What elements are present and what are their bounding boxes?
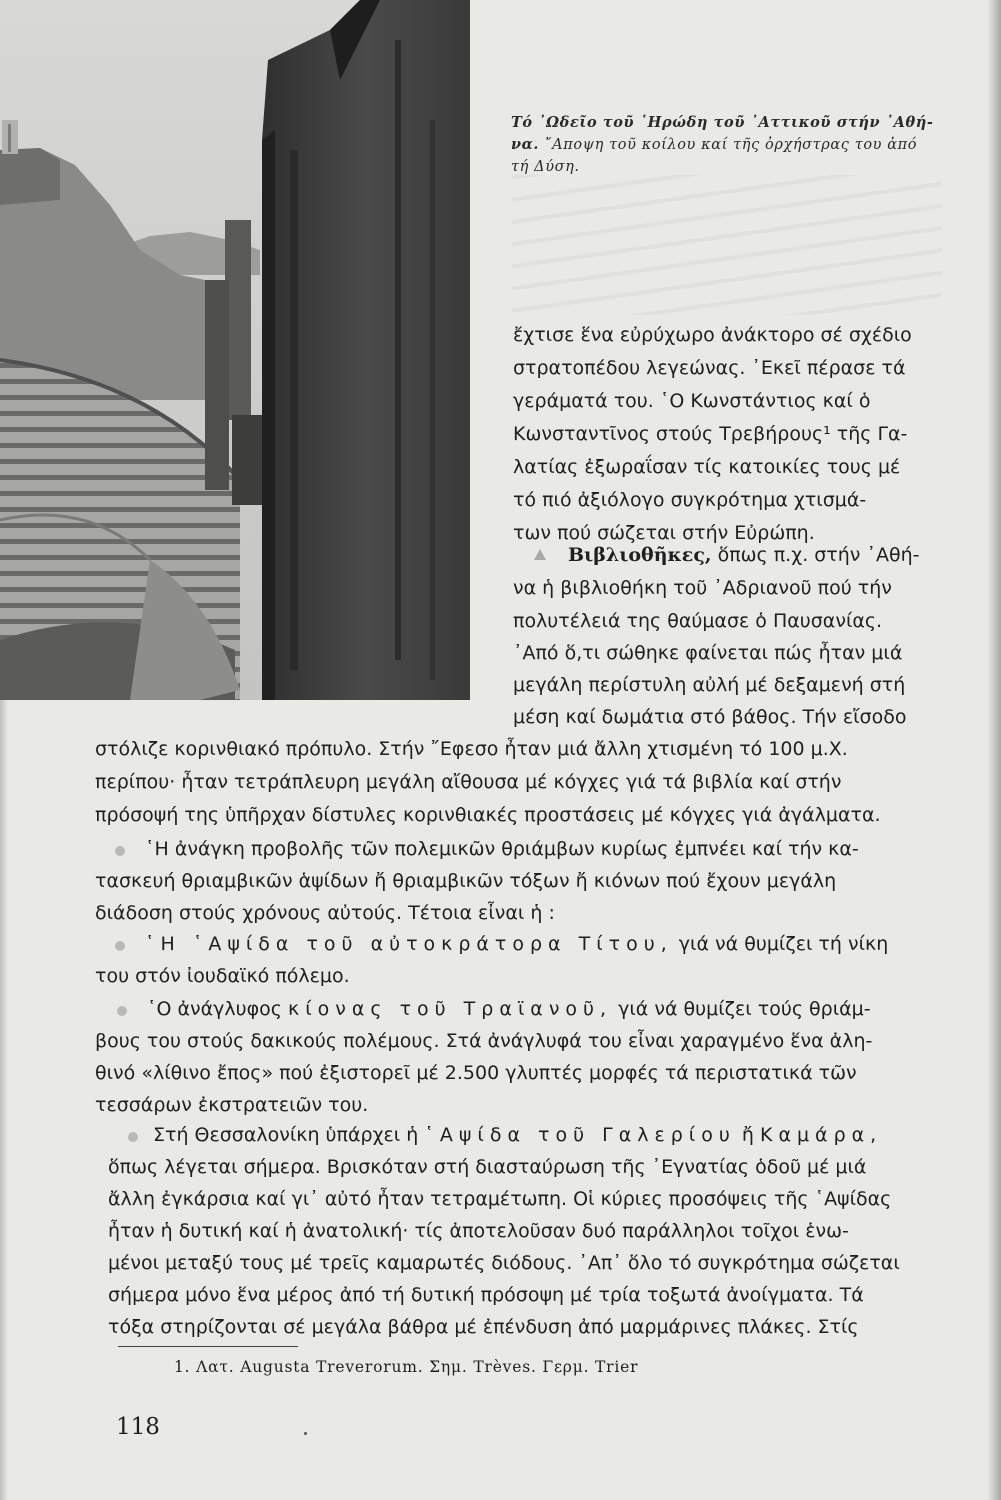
body-line-05: λατίας ἐξωραΐσαν τίς κατοικίες τους μέ xyxy=(513,456,901,478)
body-line-26-mid: ἤ xyxy=(735,1124,760,1146)
kamara-spaced: Καμάρα, xyxy=(759,1124,883,1146)
footnote-divider xyxy=(118,1346,298,1347)
body-line-17: ῾Η ἀνάγκη προβολῆς τῶν πολεμικῶν θριάμβων κυρίως ἐμπνέει καί τήν κα- xyxy=(145,838,859,860)
body-line-27: ὅπως λέγεται σήμερα. Βρισκόταν στή διασταύρωση τῆς ᾿Εγνατίας ὁδοῦ μέ μιά xyxy=(108,1156,867,1178)
body-line-02: στρατοπέδου λεγεώνας. ᾿Εκεῖ πέρασε τά xyxy=(513,357,906,379)
body-line-07: των πού σώζεται στήν Εὐρώπη. xyxy=(513,522,815,544)
body-line-19: διάδοση στούς χρόνους αὐτούς. Τέτοια εἶναι ἡ : xyxy=(95,902,555,924)
body-line-10: πολυτέλειά της θαύμασε ὁ Παυσανίας. xyxy=(513,610,883,632)
body-line-30: μένοι μεταξύ τους μέ τρεῖς καμαρωτές διόδους. ᾿Απ᾿ ὅλο τό συγκρότημα σώζεται xyxy=(108,1252,900,1274)
show-through-text xyxy=(512,175,942,315)
arch-of-titus-spaced: ῾Η ῾Αψίδα τοῦ αὐτοκράτορα Τίτου, xyxy=(145,933,673,955)
body-line-24: θινό «λίθινο ἔπος» πού ἐξιστορεῖ μέ 2.500 γλυπτές μορφές τά περιστατικά τῶν xyxy=(95,1062,857,1084)
odeon-photograph xyxy=(0,0,470,700)
caption-title-line-1: Τό ᾿Ωδεῖο τοῦ ῾Ηρώδη τοῦ ᾿Αττικοῦ στήν ᾿Αθή- xyxy=(511,114,934,131)
body-line-25: τεσσάρων ἐκστρατειῶν του. xyxy=(95,1094,369,1116)
body-line-15: περίπου· ἦταν τετράπλευρη μεγάλη αἴθουσα μέ κόγχες γιά τά βιβλία καί στήν xyxy=(95,771,842,793)
print-speck xyxy=(304,1432,307,1435)
body-line-12: μεγάλη περίστυλη αὐλή μέ δεξαμενή στή xyxy=(513,674,906,696)
trajans-column-spaced: κίονας τοῦ Τραϊανοῦ, xyxy=(288,998,613,1020)
bullet-icon xyxy=(115,846,125,856)
body-line-29: ἦταν ἡ δυτική καί ἡ ἀνατολική· τίς ἀποτελοῦσαν δυό παράλληλοι τοῖχοι ἑνω- xyxy=(108,1220,849,1242)
body-line-01: ἔχτισε ἕνα εὐρύχωρο ἀνάκτορο σέ σχέδιο xyxy=(513,324,912,346)
odeon-photo-illustration xyxy=(0,0,470,700)
caption-subtitle-line-3: τή Δύση. xyxy=(511,159,580,175)
bullet-icon xyxy=(128,1132,138,1142)
body-line-11: ᾿Από ὅ,τι σώθηκε φαίνεται πώς ἦταν μιά xyxy=(513,642,903,664)
body-line-22-rest: γιά νά θυμίζει τούς θριάμ- xyxy=(612,998,871,1020)
body-line-31: σήμερα μόνο ἕνα μέρος ἀπό τή δυτική πρόσοψη μέ τρία τοξωτά ἀνοίγματα. Τά xyxy=(108,1284,864,1306)
body-line-18: τασκευή θριαμβικῶν ἁψίδων ἤ θριαμβικῶν τόξων ἤ κιόνων πού ἔχουν μεγάλη xyxy=(95,870,837,892)
body-line-20-rest: γιά νά θυμίζει τή νίκη xyxy=(672,933,889,955)
body-line-03: γεράματά του. ῾Ο Κωνστάντιος καί ὁ xyxy=(513,390,871,412)
body-line-28: ἄλλη ἐγκάρσια καί γι᾿ αὐτό ἦταν τετραμέτωπη. Οἱ κύριες προσόψεις τῆς ῾Αψίδας xyxy=(108,1188,892,1210)
body-line-08-rest: ὅπως π.χ. στήν ᾿Αθή- xyxy=(711,544,920,566)
body-line-04: Κωνσταντῖνος στούς Τρεβήρους¹ τῆς Γα- xyxy=(513,423,908,445)
bullet-icon xyxy=(117,1006,127,1016)
body-line-21: του στόν ἰουδαϊκό πόλεμο. xyxy=(95,965,350,987)
body-line-13: μέση καί δωμάτια στό βάθος. Τήν εἴσοδο xyxy=(513,706,907,728)
arch-of-galerius-spaced: ῾Αψίδα τοῦ Γαλερίου xyxy=(424,1124,736,1146)
body-line-20 xyxy=(145,929,888,959)
footnote: 1. Λατ. Augusta Treverorum. Σημ. Trèves. Γερμ. Trier xyxy=(174,1358,639,1376)
body-line-08 xyxy=(568,540,919,570)
body-line-32: τόξα στηρίζονται σέ μεγάλα βάθρα μέ ἐπένδυση ἀπό μαρμάρινες πλάκες. Στίς xyxy=(108,1316,859,1338)
caption-title-line-2: να. xyxy=(511,136,540,153)
caption-subtitle-line-2: ῎Αποψη τοῦ κοίλου καί τῆς ὀρχήστρας του ἀπό xyxy=(539,137,918,153)
body-line-22 xyxy=(147,994,871,1024)
page-number: 118 xyxy=(116,1414,160,1440)
body-line-06: τό πιό ἀξιόλογο συγκρότημα χτισμά- xyxy=(513,489,867,511)
bullet-icon xyxy=(115,941,125,951)
page-edge-shadow xyxy=(987,0,1001,1500)
section-triangle-icon xyxy=(534,549,546,560)
body-line-14: στόλιζε κορινθιακό πρόπυλο. Στήν ῎Εφεσο ἦταν μιά ἄλλη χτισμένη τό 100 μ.Χ. xyxy=(95,738,848,760)
body-line-09: να ἡ βιβλιοθήκη τοῦ ᾿Αδριανοῦ πού τήν xyxy=(513,577,892,599)
body-line-26 xyxy=(153,1120,882,1150)
body-line-16: πρόσοψή της ὑπῆρχαν δίστυλες κορινθιακές προστάσεις μέ κόγχες γιά ἀγάλματα. xyxy=(95,804,881,826)
libraries-heading: Βιβλιοθῆκες, xyxy=(568,544,712,566)
body-line-23: βους του στούς δακικούς πολέμους. Στά ἀνάγλυφά του εἶναι χαραγμένο ἕνα ἀλη- xyxy=(95,1030,873,1052)
body-line-22-start: ῾Ο ἀνάγλυφος xyxy=(147,998,288,1020)
body-line-26-start: Στή Θεσσαλονίκη ὑπάρχει ἡ xyxy=(153,1124,425,1146)
photo-caption xyxy=(511,112,941,178)
